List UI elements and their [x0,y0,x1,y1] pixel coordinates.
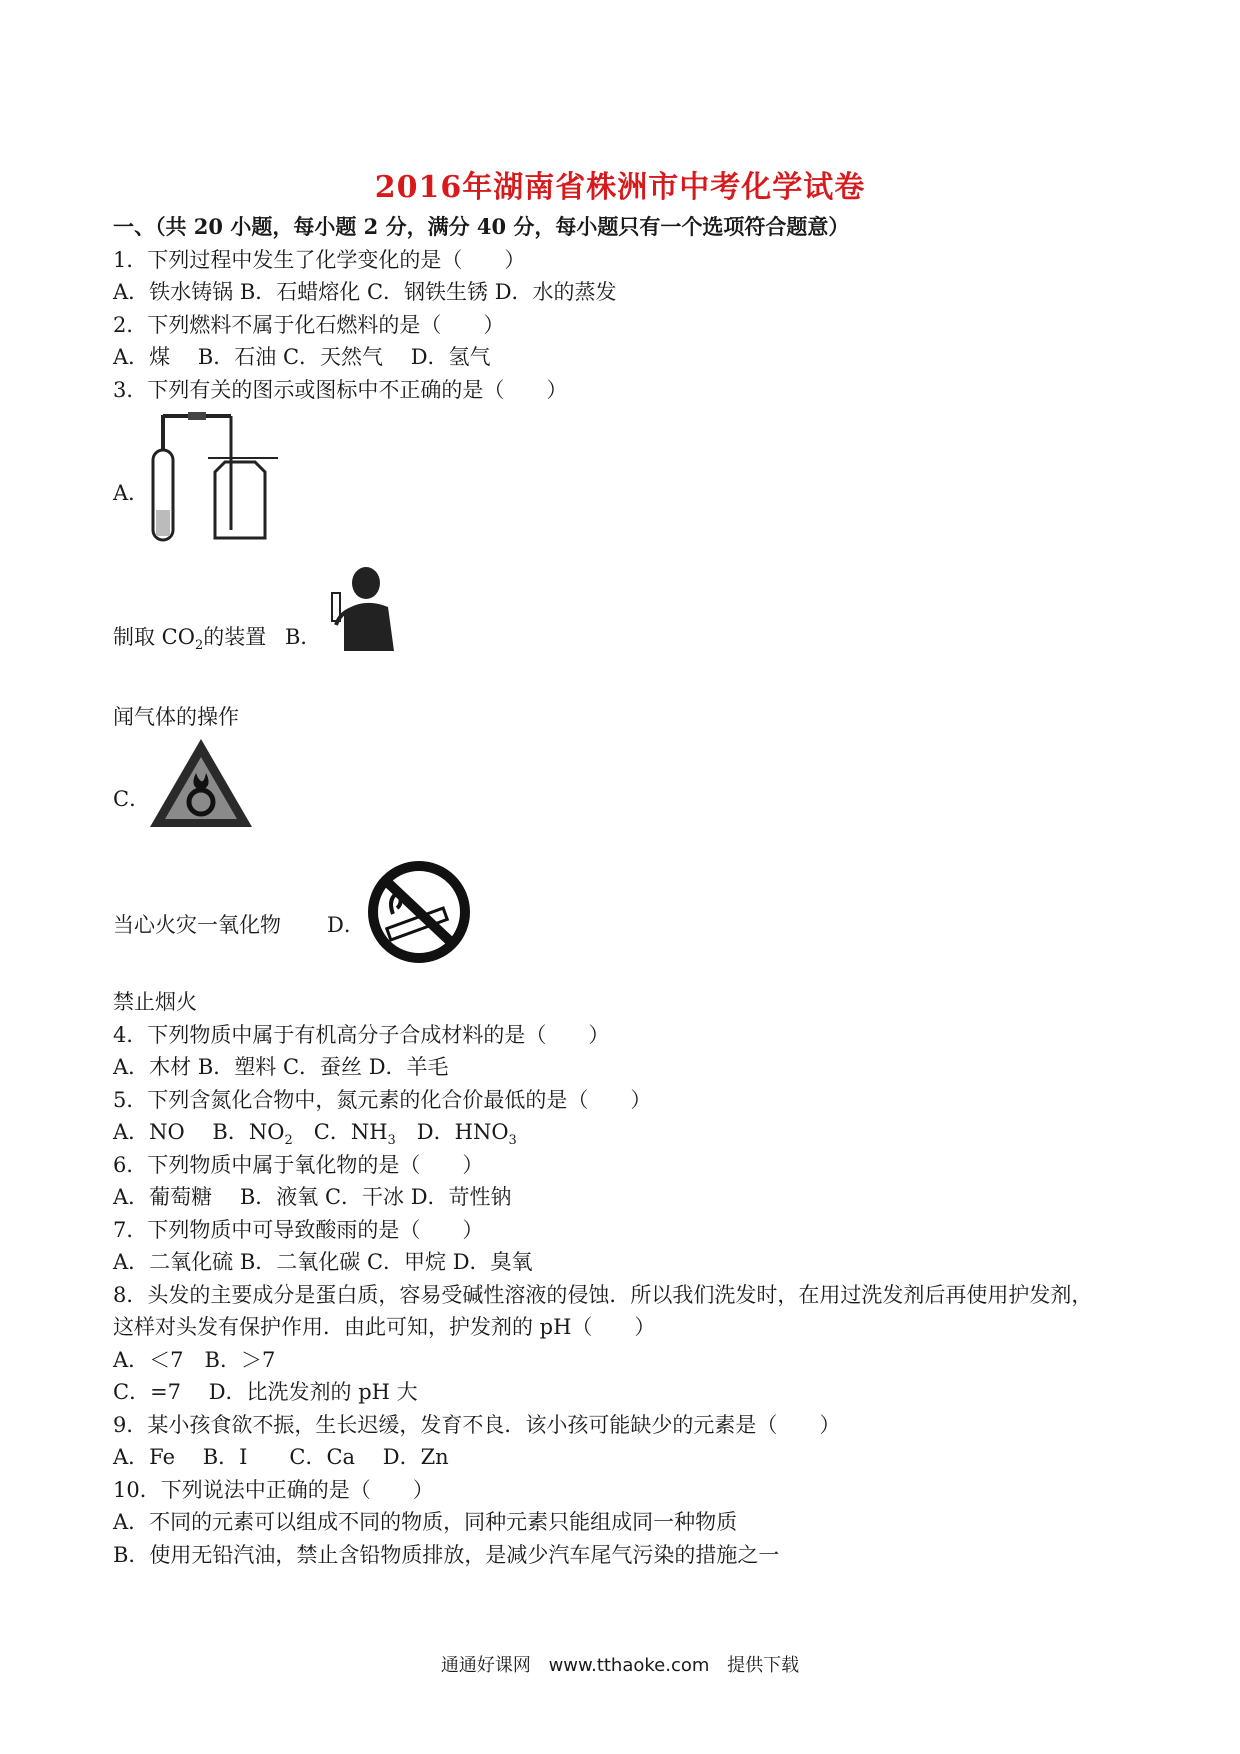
q7-options: A．二氧化硫 B．二氧化碳 C．甲烷 D．臭氧 [113,1250,533,1274]
q3-stem: 3．下列有关的图示或图标中不正确的是（ ） [113,378,568,402]
q5-stem: 5．下列含氮化合物中，氮元素的化合价最低的是（ ） [113,1088,652,1112]
q2-options: A．煤 B．石油 C．天然气 D．氢气 [113,345,491,369]
q9-stem: 9．某小孩食欲不振，生长迟缓，发育不良．该小孩可能缺少的元素是（ ） [113,1413,841,1437]
co2-apparatus-figure [148,410,283,545]
q3-option-b-caption: 闻气体的操作 [113,705,239,729]
q3-option-d-label: D． [327,913,365,937]
footer-note: 提供下载 [727,1655,800,1676]
q10-stem: 10．下列说法中正确的是（ ） [113,1478,434,1502]
q8-options-line2: C．=7 D．比洗发剂的 pH 大 [113,1380,418,1404]
q3-option-a-label: A． [113,481,150,505]
q4-stem: 4．下列物质中属于有机高分子合成材料的是（ ） [113,1023,610,1047]
q10-option-a: A．不同的元素可以组成不同的物质，同种元素只能组成同一种物质 [113,1510,738,1534]
q7-stem: 7．下列物质中可导致酸雨的是（ ） [113,1218,484,1242]
no-smoking-icon [363,858,475,966]
smelling-gas-figure [324,563,402,653]
section-heading: 一、（共 20 小题，每小题 2 分，满分 40 分，每小题只有一个选项符合题意） [113,214,850,239]
q8-options-line1: A．＜7 B．＞7 [113,1348,276,1372]
page-title: 2016年湖南省株洲市中考化学试卷 [374,170,866,205]
q3-option-d-caption: 禁止烟火 [113,990,197,1014]
q2-stem: 2．下列燃料不属于化石燃料的是（ ） [113,313,505,337]
q8-stem-line2: 这样对头发有保护作用．由此可知，护发剂的 pH（ ） [113,1315,656,1339]
q3-option-b-label: B． [285,625,322,649]
q8-stem-line1: 8．头发的主要成分是蛋白质，容易受碱性溶液的侵蚀．所以我们洗发时，在用过洗发剂后再使用护发剂， [113,1283,1093,1307]
q3-option-a-caption: 制取 $CO_2$的装置 [113,625,267,654]
q5-options: A．NO B．$NO_2$ C．$NH_3$ D．$HNO_3$ [113,1120,517,1149]
q4-options: A．木材 B．塑料 C．蚕丝 D．羊毛 [113,1055,449,1079]
q1-options: A．铁水铸锅 B．石蜡熔化 C．钢铁生锈 D．水的蒸发 [113,280,617,304]
q3-option-c-caption: 当心火灾一氧化物 [113,913,281,937]
oxidizer-warning-icon [146,735,256,832]
q10-option-b: B．使用无铅汽油，禁止含铅物质排放，是减少汽车尾气污染的措施之一 [113,1543,780,1567]
q9-options: A．Fe B．I C．Ca D．Zn [113,1445,449,1469]
q6-stem: 6．下列物质中属于氧化物的是（ ） [113,1153,484,1177]
footer-url[interactable]: www.tthaoke.com [548,1655,710,1676]
page-footer [0,1651,1240,1677]
q1-stem: 1．下列过程中发生了化学变化的是（ ） [113,248,526,272]
q3-option-c-label: C． [113,787,151,811]
footer-site-name: 通通好课网 [440,1655,531,1676]
q6-options: A．葡萄糖 B．液氧 C．干冰 D．苛性钠 [113,1185,512,1209]
